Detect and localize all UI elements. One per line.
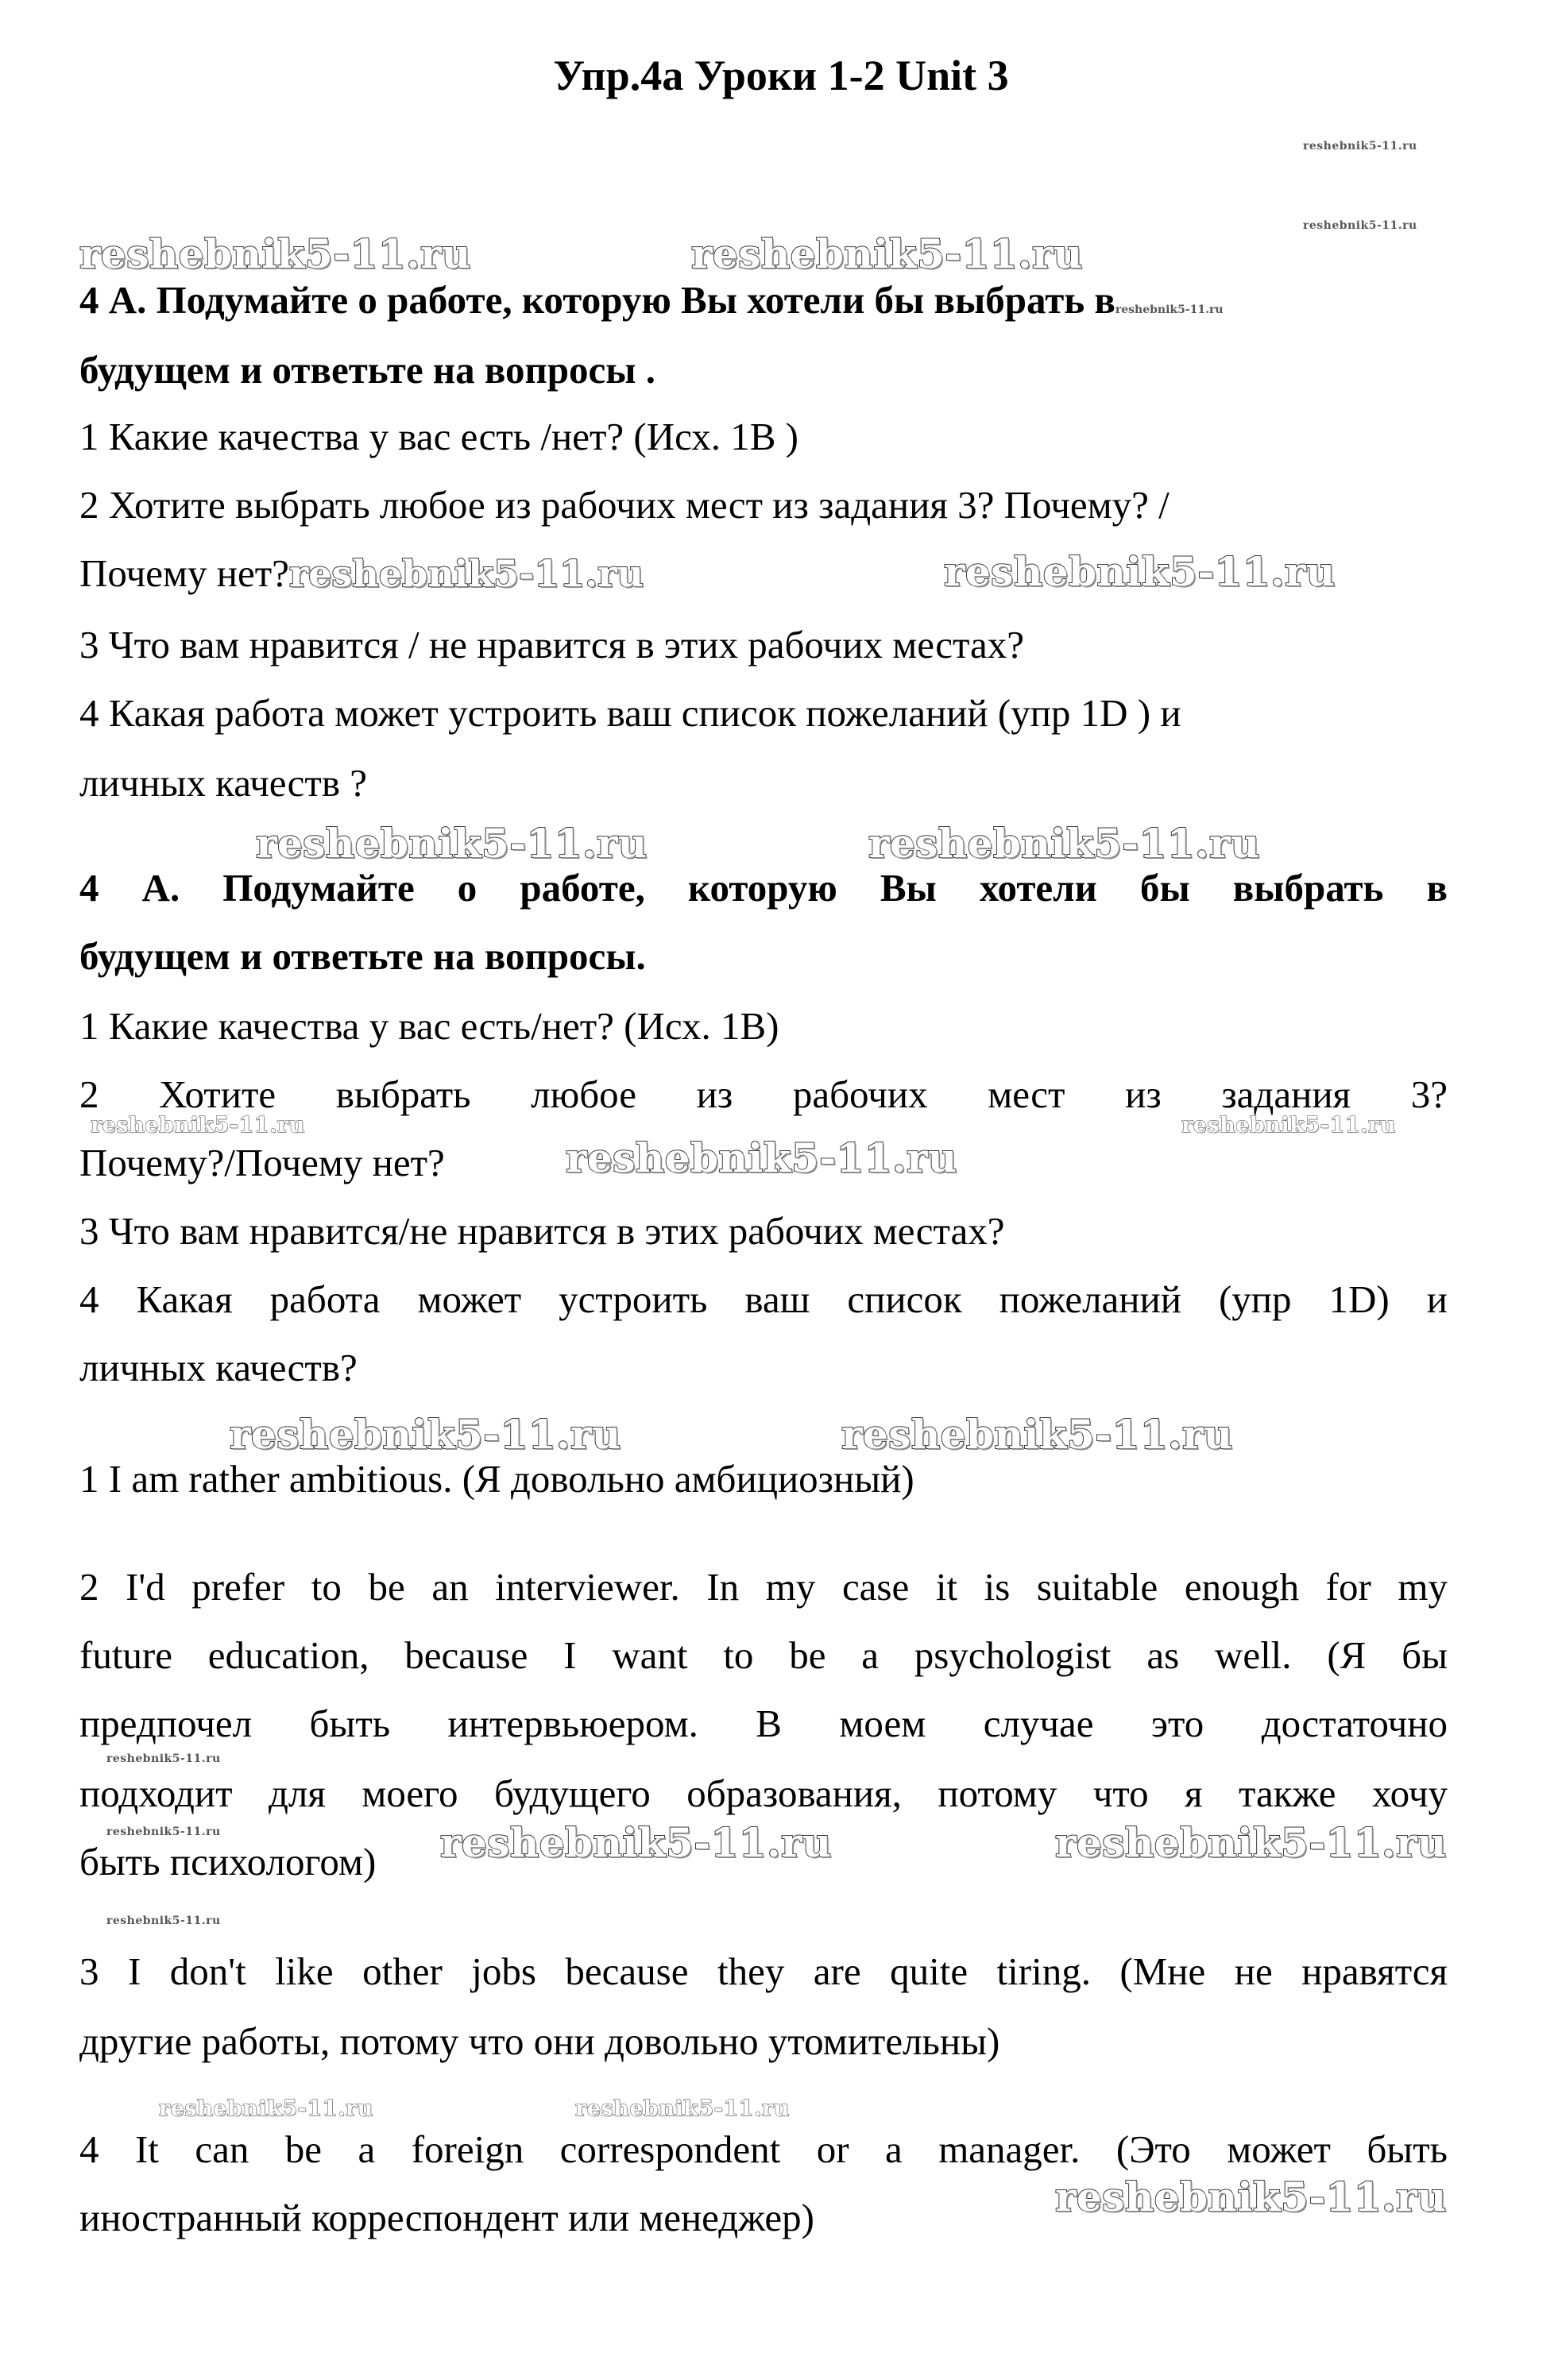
- section1-question-2-text: Почему нет?: [79, 551, 289, 595]
- watermark: reshebnik5-11.ru: [159, 2096, 373, 2121]
- section1-question-2-line1: 2 Хотите выбрать любое из рабочих мест из задания 3? Почему? /: [79, 483, 1170, 527]
- watermark-small: reshebnik5-11.ru: [1115, 303, 1224, 316]
- section2-question-3: 3 Что вам нравится/не нравится в этих рабочих местах?: [79, 1209, 1005, 1253]
- watermark-small: reshebnik5-11.ru: [106, 1914, 221, 1927]
- watermark: reshebnik5-11.ru: [566, 1134, 957, 1181]
- section1-heading: [79, 275, 1448, 326]
- answer-4-line1: 4 It can be a foreign correspondent or a manager. (Это может быть: [79, 2127, 1448, 2171]
- section2-question-4-line2: личных качеств?: [79, 1346, 358, 1389]
- section2-question-2-line1: 2 Хотите выбрать любое из рабочих мест из задания 3?: [79, 1072, 1448, 1116]
- section1-question-4-line1: 4 Какая работа может устроить ваш список пожеланий (упр 1D ) и: [79, 691, 1181, 735]
- section1-question-1: 1 Какие качества у вас есть /нет? (Исх. 1В ): [79, 415, 798, 458]
- watermark-small: reshebnik5-11.ru: [106, 1752, 221, 1765]
- section2-question-2-line2: Почему?/Почему нет?: [79, 1141, 445, 1184]
- watermark: reshebnik5-11.ru: [91, 1113, 305, 1138]
- watermark-small: reshebnik5-11.ru: [1303, 219, 1417, 232]
- watermark: reshebnik5-11.ru: [288, 552, 644, 595]
- watermark: reshebnik5-11.ru: [440, 1819, 832, 1866]
- answer-2-line4: подходит для моего будущего образования, потому что я также хочу: [79, 1771, 1448, 1815]
- answer-1: 1 I am rather ambitious. (Я довольно амбициозный): [79, 1457, 914, 1501]
- watermark: reshebnik5-11.ru: [944, 548, 1336, 595]
- watermark: reshebnik5-11.ru: [691, 230, 1083, 277]
- section1-question-3: 3 Что вам нравится / не нравится в этих рабочих местах?: [79, 623, 1025, 666]
- watermark: reshebnik5-11.ru: [1055, 1819, 1447, 1866]
- section1-heading-line1: 4 А. Подумайте о работе, которую Вы хотели бы выбрать в: [79, 278, 1115, 322]
- watermark: reshebnik5-11.ru: [1181, 1113, 1396, 1138]
- watermark: reshebnik5-11.ru: [868, 820, 1260, 867]
- watermark: reshebnik5-11.ru: [575, 2096, 790, 2121]
- answer-2-line2: future education, because I want to be a psychologist as well. (Я бы: [79, 1633, 1448, 1677]
- answer-3-line2: другие работы, потому что они довольно утомительны): [79, 2019, 1000, 2063]
- section1-question-4-line2: личных качеств ?: [79, 761, 367, 805]
- section2-heading-line2: будущем и ответьте на вопросы.: [79, 934, 646, 978]
- answer-2-line3: предпочел быть интервьюером. В моем случае это достаточно: [79, 1702, 1448, 1745]
- answer-2-line5: быть психологом): [79, 1840, 377, 1884]
- answer-2-line1: 2 I'd prefer to be an interviewer. In my case it is suitable enough for my: [79, 1565, 1448, 1609]
- watermark: reshebnik5-11.ru: [1055, 2173, 1447, 2220]
- watermark-small: reshebnik5-11.ru: [106, 1826, 221, 1838]
- watermark: reshebnik5-11.ru: [256, 820, 648, 867]
- section2-question-1: 1 Какие качества у вас есть/нет? (Исх. 1В): [79, 1004, 779, 1048]
- page-title: Упр.4а Уроки 1-2 Unit 3: [553, 52, 1009, 99]
- answer-3-line1: 3 I don't like other jobs because they are quite tiring. (Мне не нравятся: [79, 1949, 1448, 1993]
- section2-question-4-line1: 4 Какая работа может устроить ваш список пожеланий (упр 1D) и: [79, 1277, 1448, 1321]
- answer-4-line2: иностранный корреспондент или менеджер): [79, 2196, 814, 2239]
- watermark: reshebnik5-11.ru: [841, 1411, 1233, 1458]
- section2-heading-line1: 4 А. Подумайте о работе, которую Вы хотели бы выбрать в: [79, 866, 1448, 910]
- section1-heading-line2: будущем и ответьте на вопросы .: [79, 348, 655, 392]
- watermark-small: reshebnik5-11.ru: [1303, 140, 1417, 153]
- watermark: reshebnik5-11.ru: [79, 230, 471, 277]
- watermark: reshebnik5-11.ru: [230, 1411, 621, 1458]
